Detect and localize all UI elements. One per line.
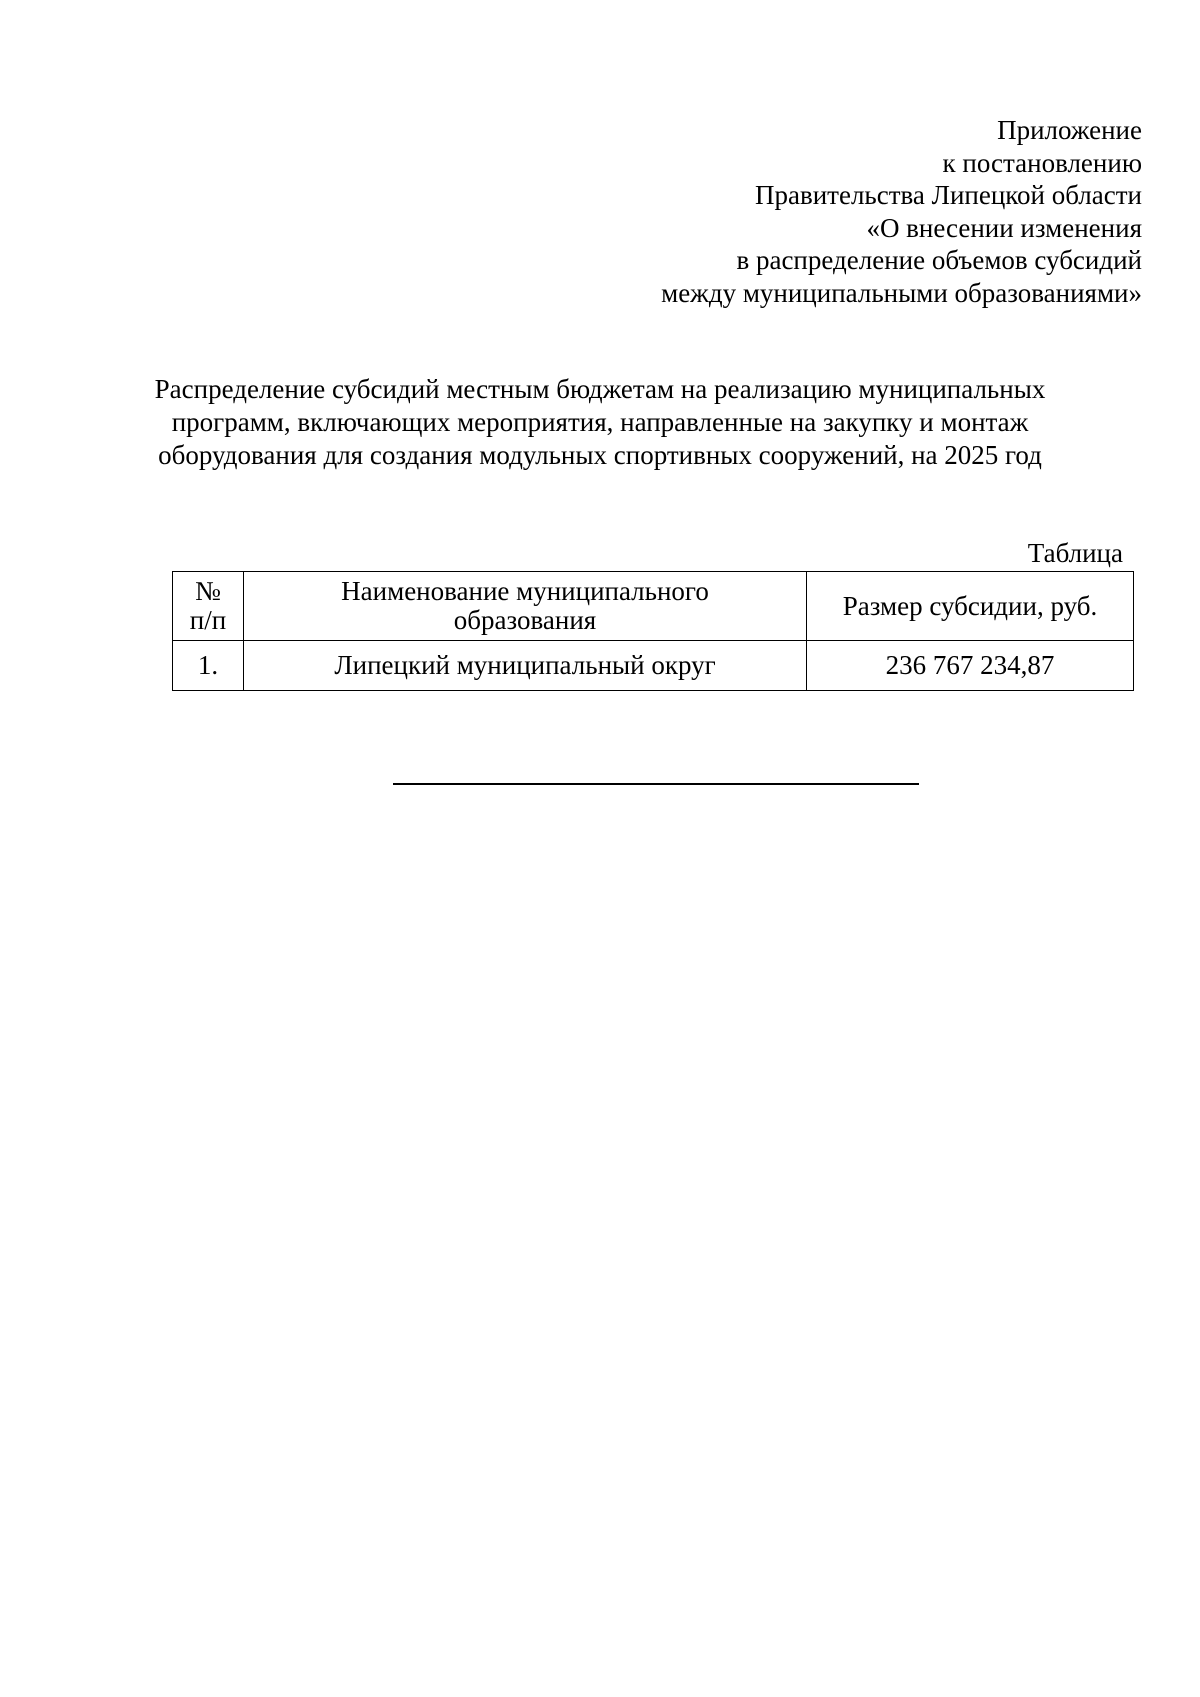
subsidy-table [172, 571, 1134, 691]
appendix-header-line: к постановлению [942, 147, 1142, 178]
header-number-symbol: № [195, 576, 221, 606]
header-number-abbr: п/п [189, 605, 227, 635]
document-title [120, 373, 1080, 472]
document-title-line: оборудования для создания модульных спортивных сооружений, на 2025 год [158, 440, 1042, 470]
end-of-document-line [393, 783, 919, 785]
appendix-header-line: между муниципальными образованиями» [661, 277, 1142, 308]
appendix-header-line: в распределение объемов субсидий [736, 245, 1142, 275]
header-name-line: образования [453, 605, 597, 635]
header-cell-number [173, 572, 244, 641]
row-municipality-name: Липецкий муниципальный округ [244, 641, 807, 691]
table-row [173, 641, 1134, 691]
row-subsidy-amount: 236 767 234,87 [807, 641, 1134, 691]
header-name-line: Наименование муниципального [341, 576, 709, 606]
table-caption: Таблица [1027, 538, 1123, 568]
appendix-header-line: Правительства Липецкой области [754, 180, 1142, 210]
row-number: 1. [173, 641, 244, 691]
appendix-header-line: «О внесении изменения [866, 212, 1142, 243]
document-title-line: Распределение субсидий местным бюджетам на реализацию муниципальных [154, 374, 1046, 404]
table-header-row [173, 572, 1134, 641]
appendix-header [661, 114, 1142, 309]
header-cell-amount: Размер субсидии, руб. [807, 572, 1134, 641]
appendix-header-line: Приложение [997, 115, 1142, 145]
header-cell-name [244, 572, 807, 641]
document-title-line: программ, включающих мероприятия, направленные на закупку и монтаж [171, 407, 1029, 437]
